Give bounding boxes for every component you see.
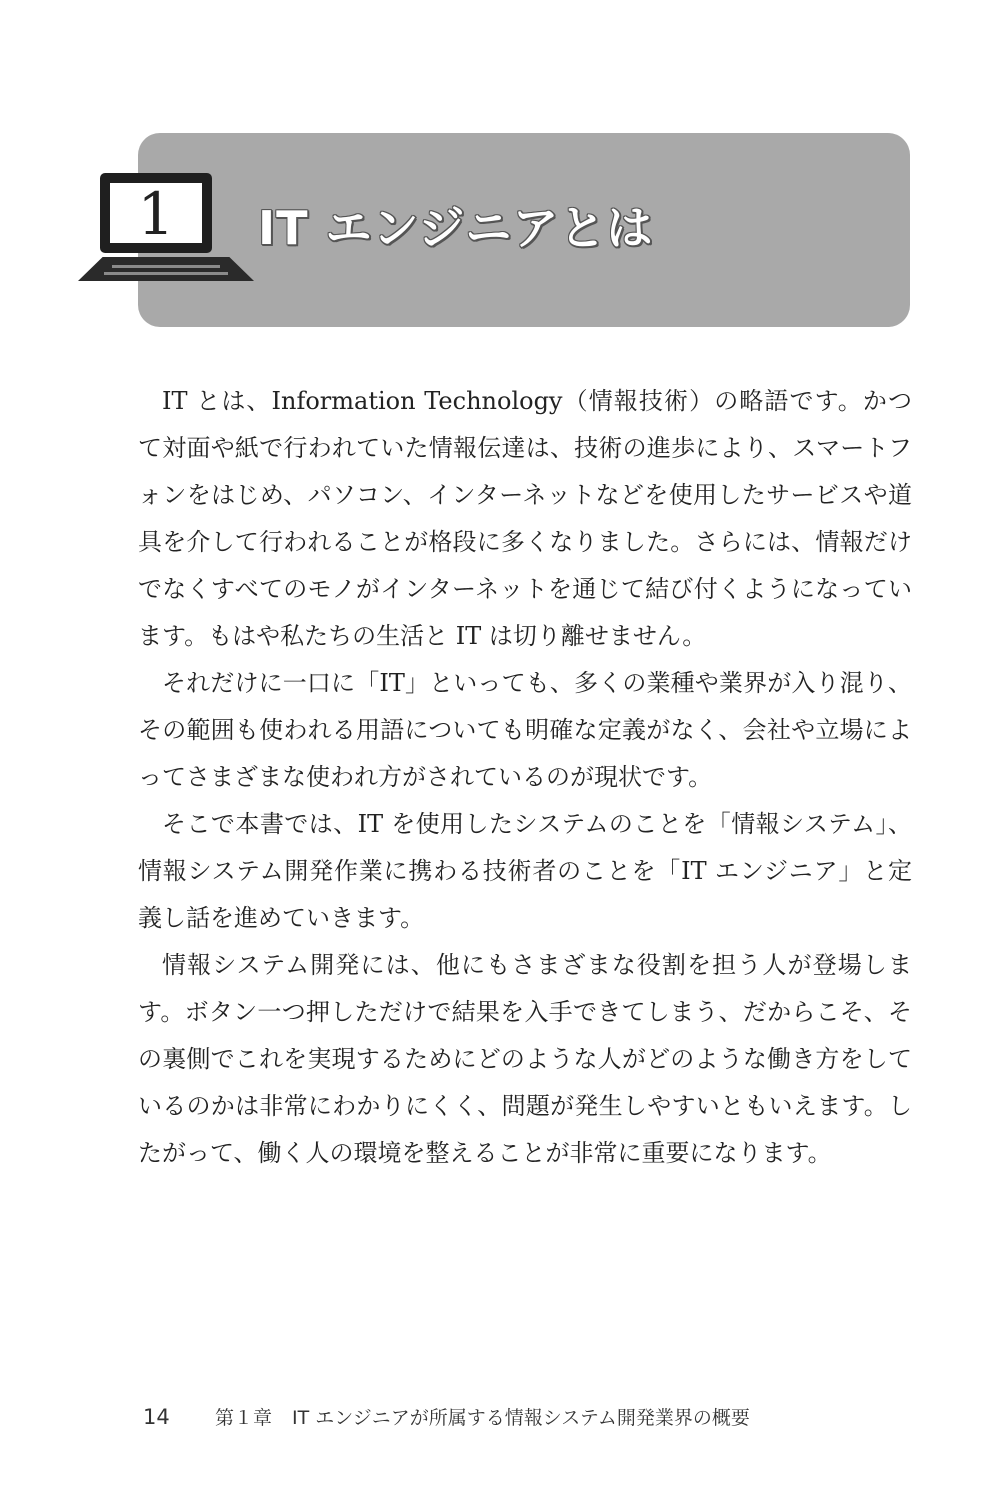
laptop-base [78, 257, 254, 281]
laptop-icon [78, 173, 258, 293]
footer-chapter-label: 第１章 [215, 1407, 273, 1429]
paragraph: それだけに一口に「IT」といっても、多くの業種や業界が入り混り、その範囲も使われる用語についても明確な定義がなく、会社や立場によってさまざまな使われ方がされているのが現状です。 [138, 669, 912, 791]
page-footer [143, 1403, 750, 1430]
footer-chapter-title: IT エンジニアが所属する情報システム開発業界の概要 [292, 1407, 750, 1429]
section-number: 1 [137, 180, 175, 248]
section-title: IT エンジニアとは [258, 201, 654, 255]
paragraph: 情報システム開発には、他にもさまざまな役割を担う人が登場します。ボタン一つ押しただけで結果を入手できてしまう、だからこそ、その裏側でこれを実現するためにどのような人がどのような働き方をしているのかは非常にわかりにくく、問題が発生しやすいともいえます。したがって、働く人の環境を整えることが非常に重要になります。 [138, 951, 912, 1167]
paragraph: そこで本書では、IT を使用したシステムのことを「情報システム」、情報システム開発作業に携わる技術者のことを「IT エンジニア」と定義し話を進めていきます。 [138, 810, 912, 932]
paragraph: IT とは、Information Technology（情報技術）の略語です。かつて対面や紙で行われていた情報伝達は、技術の進歩により、スマートフォンをはじめ、パソコン、インターネットなどを使用したサービスや道具を介して行われることが格段に多くなりました。さらには、情報だけでなくすべてのモノがインターネットを通じて結び付くようになっています。もはや私たちの生活と IT は切り離せません。 [138, 387, 912, 650]
laptop-screen [100, 173, 212, 253]
laptop-keyboard-line [112, 265, 220, 268]
body-text [138, 378, 912, 1177]
page-number: 14 [143, 1405, 170, 1429]
laptop-keyboard-line [104, 272, 228, 275]
laptop-screen-inner [110, 180, 202, 248]
